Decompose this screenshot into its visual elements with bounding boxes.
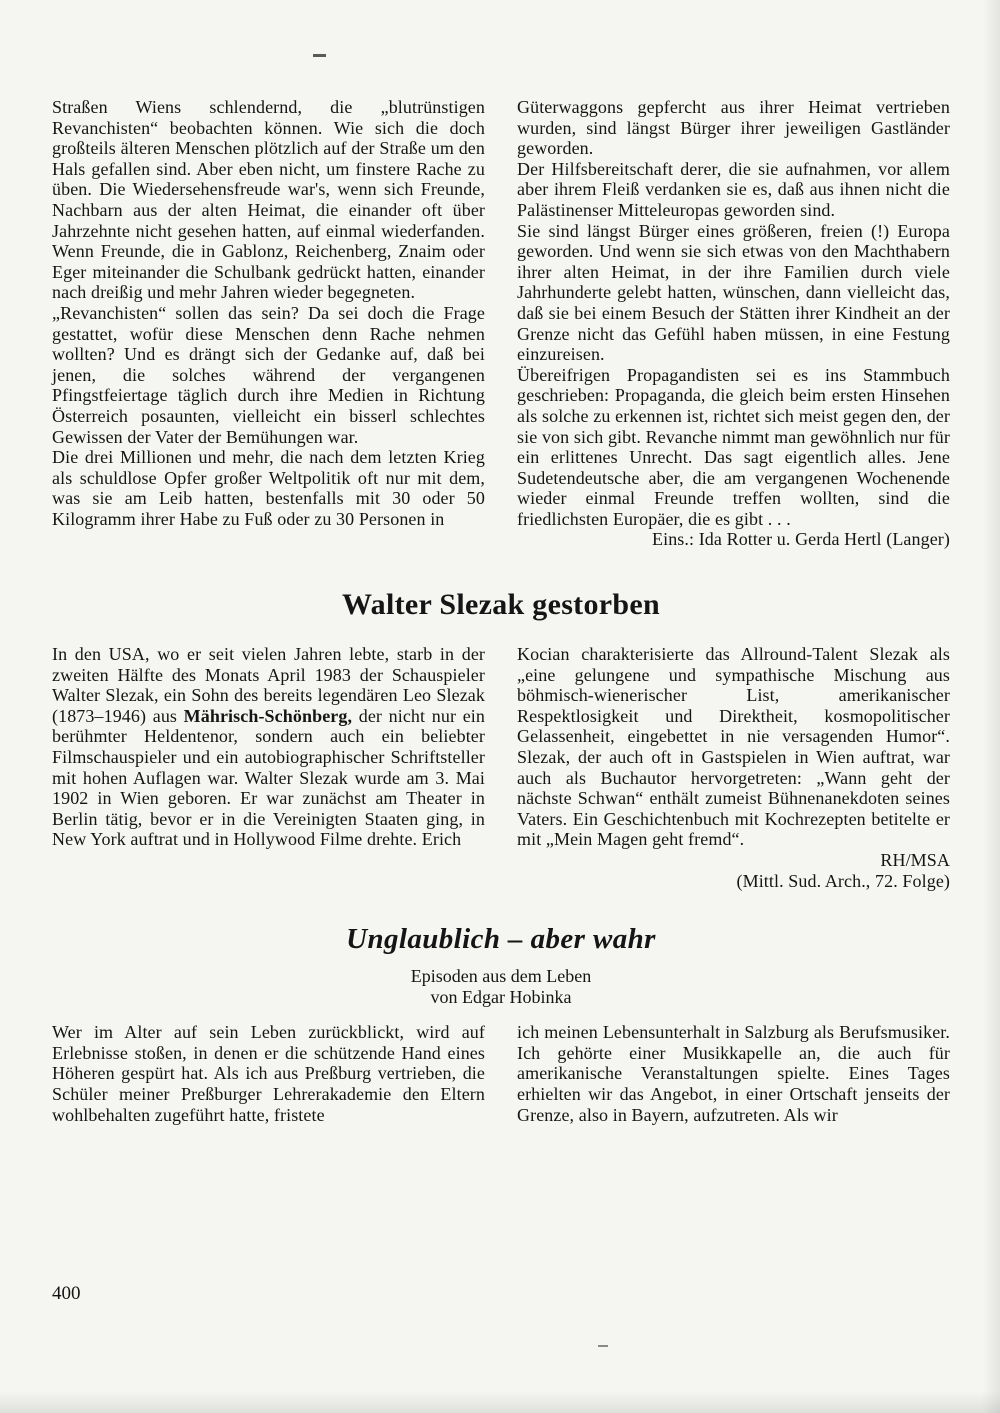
left-column [52,97,485,550]
paragraph: „Revanchisten“ sollen das sein? Da sei doch die Frage gestattet, wofür diese Menschen denn Rache nehmen wollten? Und es drängt sich der Gedanke auf, daß bei jenen, die solches während der vergangenen Pfingstfeiertage täglich durch ihre Medien in Richtung Österreich posaunten, vielleicht ein bisserl schlechtes Gewissen der Vater der Bemühungen war. [52,302,485,447]
article-title-slezak: Walter Slezak gestorben [342,588,660,622]
paragraph [52,644,485,850]
right-column [517,97,950,550]
scan-artifact [598,1345,608,1347]
paragraph: Straßen Wiens schlendernd, die „blutrünstigen Revanchisten“ beobachten können. Wie sich die doch großteils älteren Menschen plötzlich auf der Straße um den Hals gefallen sind. Aber eben nicht, um finstere Rache zu üben. Die Wiedersehensfreude war's, wenn sich Freunde, Nachbarn aus der alten Heimat, die einander oft über Jahrzehnte nicht gesehen hatten, auf einmal wiederfanden. Wenn Freunde, die in Gablonz, Reichenberg, Znaim oder Eger miteinander die Schulbank gedrückt hatten, einander nach dreißig und mehr Jahren wieder begegneten. [52,97,485,303]
text-run: In den USA, wo er seit vielen Jahren lebte, starb in der zweiten Hälfte des Monats April 1983 der Schauspieler Walter Slezak, ein Sohn des bereits legendären Leo Slezak (1873–1946) aus [52,644,485,726]
subtitle-line-1: Episoden aus dem Leben [410,966,592,987]
text-run-bold: Mährisch-Schönberg, [183,705,353,726]
scan-edge-shadow [0,1391,1000,1413]
left-column [52,644,485,891]
paragraph: Der Hilfsbereitschaft derer, die sie aufnahmen, vor allem aber ihrem Fleiß verdanken sie es, daß aus ihnen nicht die Palästinenser Mitteleuropas geworden sind. [517,158,950,220]
source-note: (Mittl. Sud. Arch., 72. Folge) [736,870,950,891]
paragraph: ich meinen Lebensunterhalt in Salzburg als Berufsmusiker. Ich gehörte einer Musikkapelle an, die auch für amerikanische Veranstaltungen spielte. Eines Tages erhielten wir das Angebot, in einer Ortschaft jenseits der Grenze, also in Bayern, aufzutreten. Als wir [517,1022,950,1125]
page-number: 400 [52,1283,81,1304]
paragraph: Güterwaggons gepfercht aus ihrer Heimat vertrieben wurden, sind längst Bürger ihrer jeweiligen Gastländer geworden. [517,97,950,159]
article-subtitle [52,966,950,1008]
paragraph: Wer im Alter auf sein Leben zurückblickt, wird auf Erlebnisse stoßen, in denen er die schützende Hand eines Höheren gespürt hat. Als ich aus Preßburg vertrieben, die Schüler meiner Preßburger Lehrerakademie den Eltern wohlbehalten zugeführt hatte, fristete [52,1022,485,1125]
paragraph: Kocian charakterisierte das Allround-Talent Slezak als „eine gelungene und sympathische Mischung aus böhmisch-wienerischer List, amerikanischer Respektlosigkeit und Direktheit, kosmopolitischer Gelassenheit, eingebettet in nie versagenden Humor“. Slezak, der auch oft in Gastspielen in Wien auftrat, war auch als Buchautor hervorgetreten: „Wann geht der nächste Schwan“ enthält zumeist Bühnenanekdoten seines Vaters. Ein Geschichtenbuch mit Kochrezepten betitelte er mit „Mein Magen geht fremd“. [517,644,950,850]
right-column [517,1022,950,1125]
text-run: der nicht nur ein berühmter Heldentenor, sondern auch ein beliebter Filmschauspieler und ein autobiographischer Schriftsteller mit hohen Auflagen war. Walter Slezak wurde am 3. Mai 1902 in Wien geboren. Er war zunächst am Theater in Berlin tätig, bevor er in die Vereinigten Staaten ging, in New York auftrat und in Hollywood Filme drehte. Erich [52,705,485,850]
paragraph: Sie sind längst Bürger eines größeren, freien (!) Europa geworden. Und wenn sie sich etwas von den Machthabern ihrer alten Heimat, in der ihre Familien durch viele Jahrhunderte gelebt hatten, wünschen, dann vielleicht das, daß sie bei einem Besuch der Stätten ihrer Kindheit an der Grenze nicht das Gefühl haben müssen, in eine Festung einzureisen. [517,220,950,365]
scan-edge-shadow [982,0,1000,1413]
article-slezak [52,644,950,891]
signature: Eins.: Ida Rotter u. Gerda Hertl (Langer) [652,529,950,550]
article-revanchisten [52,97,950,550]
paragraph: Übereifrigen Propagandisten sei es ins Stammbuch geschrieben: Propaganda, die gleich beim ersten Hinsehen als solche zu erkennen ist, richtet sich meist gegen den, der sie von sich gibt. Revanche nimmt man gewöhnlich nur für ein erlittenes Unrecht. Das sagt eigentlich alles. Jene Sudetendeutsche aber, die am vergangenen Wochenende wieder einmal Freunde treffen wollten, sind die friedlichsten Europäer, die es gibt . . . [517,364,950,529]
article-hobinka [52,1022,950,1125]
left-column [52,1022,485,1125]
paragraph: Die drei Millionen und mehr, die nach dem letzten Krieg als schuldlose Opfer großer Weltpolitik oft nur mit dem, was sie am Leib hatten, bestenfalls mit 30 oder 50 Kilogramm ihrer Habe zu Fuß oder zu 30 Personen in [52,447,485,529]
scan-artifact [313,54,326,57]
byline: RH/MSA [880,850,950,870]
article-title-hobinka: Unglaublich – aber wahr [346,923,656,956]
right-column [517,644,950,891]
subtitle-line-2: von Edgar Hobinka [430,987,572,1008]
